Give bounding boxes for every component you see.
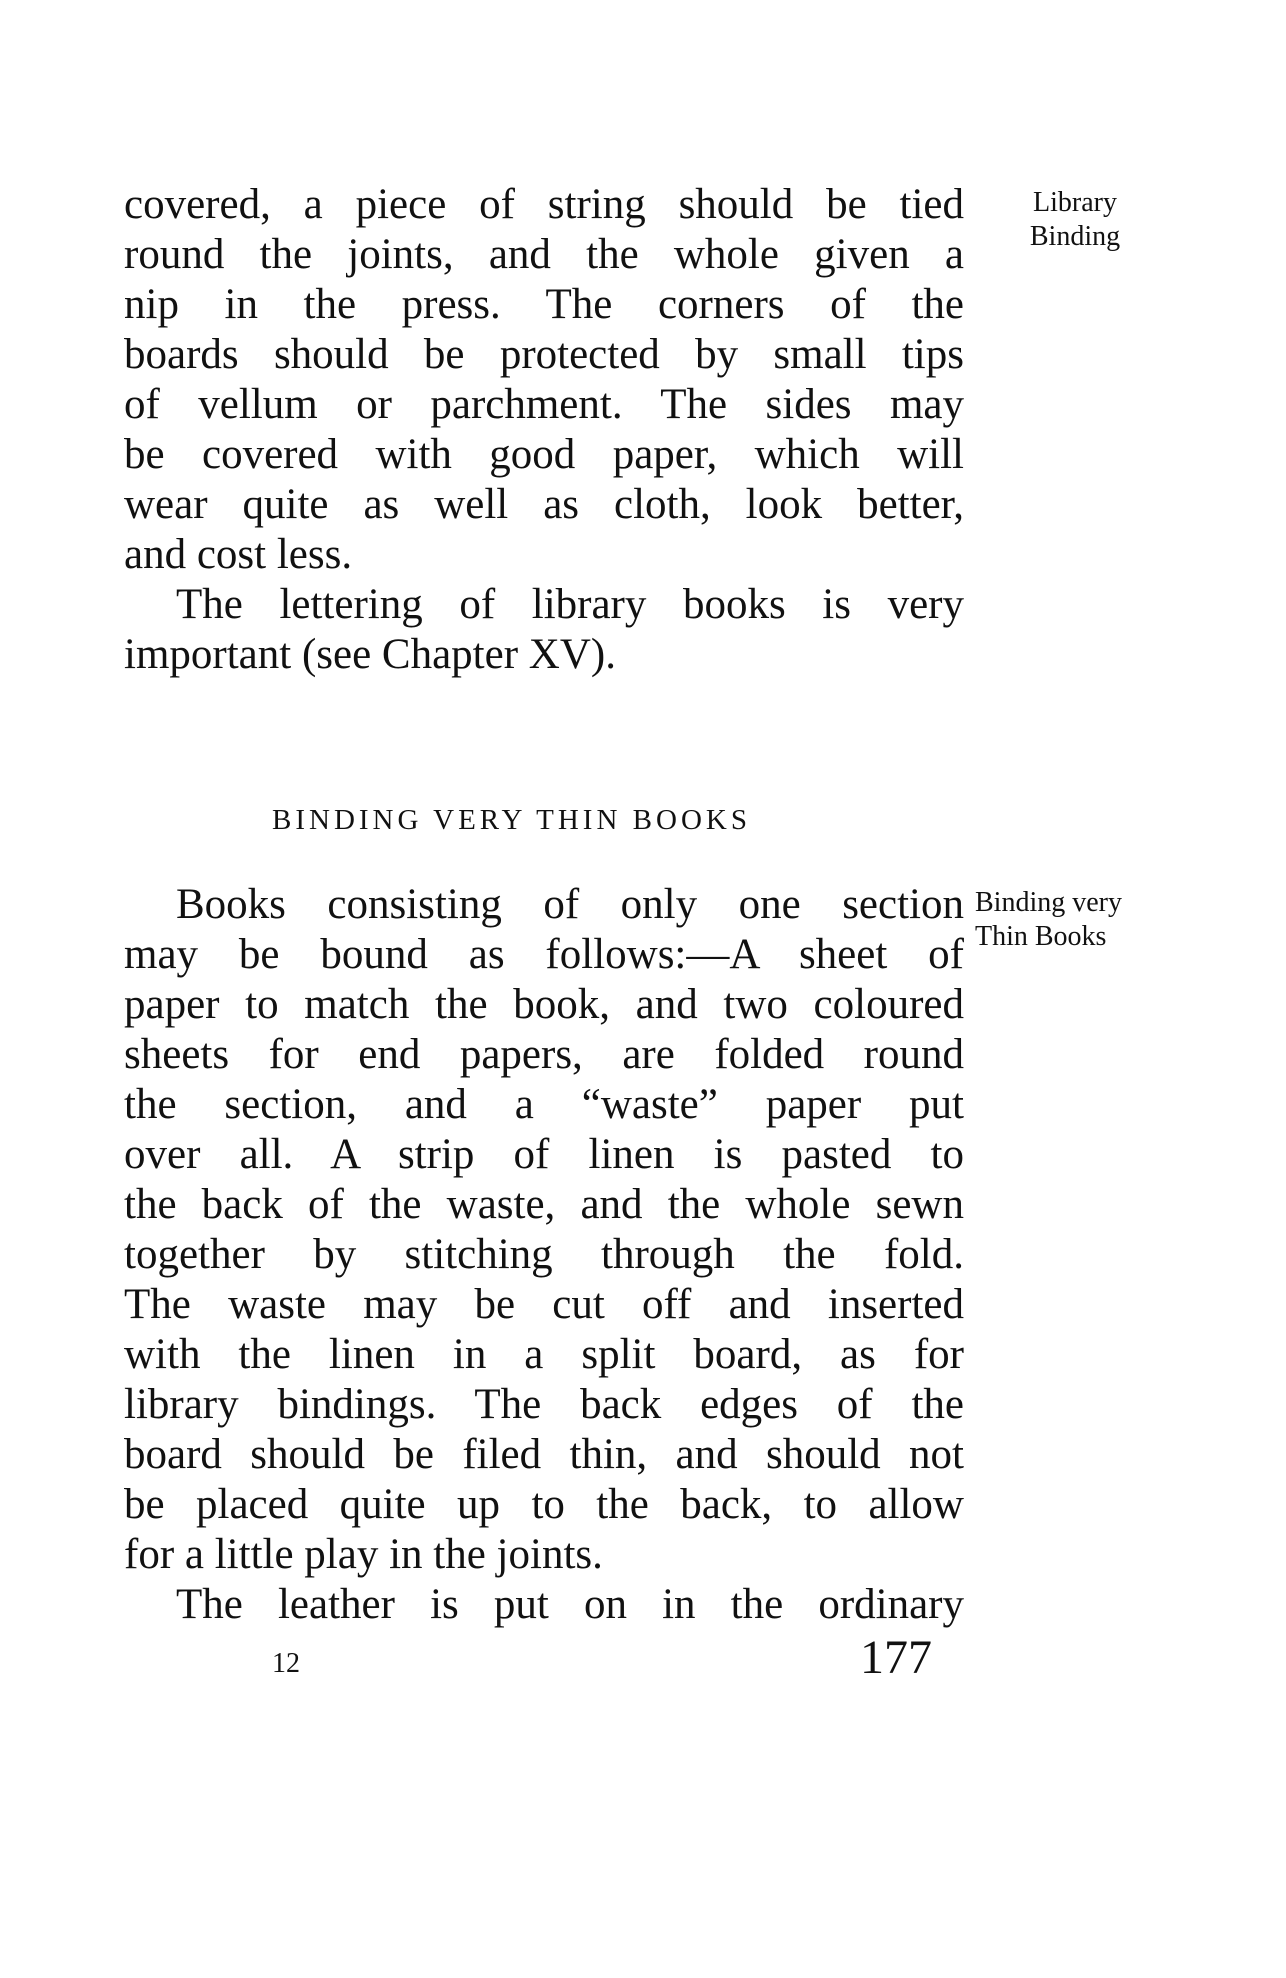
margin-note-library-binding — [1000, 186, 1150, 254]
text-line: and cost less. — [124, 531, 353, 578]
text-line: The lettering of library books is very — [176, 581, 964, 628]
text-line: be placed quite up to the back, to allow — [124, 1481, 964, 1528]
text-line: Books consisting of only one section — [176, 881, 964, 928]
margin-note-line: Library — [1033, 187, 1117, 218]
text-line: paper to match the book, and two coloured — [124, 981, 964, 1028]
paragraph — [124, 580, 964, 680]
text-line: The waste may be cut off and inserted — [124, 1281, 964, 1328]
text-line: board should be filed thin, and should not — [124, 1431, 964, 1478]
margin-note-line: Binding — [1029, 221, 1121, 252]
text-line: with the linen in a split board, as for — [124, 1331, 964, 1378]
text-block-library-binding — [124, 180, 964, 680]
margin-note-line: Thin Books — [975, 921, 1107, 952]
text-line: together by stitching through the fold. — [124, 1231, 964, 1278]
text-line: important (see Chapter XV). — [124, 631, 616, 678]
text-line: be covered with good paper, which will — [124, 431, 964, 478]
text-line: round the joints, and the whole given a — [124, 231, 964, 278]
text-line: The leather is put on in the ordinary — [176, 1581, 964, 1628]
signature-mark: 12 — [272, 1648, 300, 1679]
text-line: nip in the press. The corners of the — [124, 281, 964, 328]
text-line: boards should be protected by small tips — [124, 331, 964, 378]
margin-note-thin-books — [975, 886, 1185, 954]
margin-note-line: Binding very — [975, 887, 1122, 918]
text-line: wear quite as well as cloth, look better, — [124, 481, 964, 528]
text-line: sheets for end papers, are folded round — [124, 1031, 964, 1078]
text-line: may be bound as follows:—A sheet of — [124, 931, 964, 978]
paragraph — [124, 1580, 964, 1630]
section-heading: BINDING VERY THIN BOOKS — [272, 804, 751, 836]
page-number: 177 — [860, 1631, 932, 1684]
paragraph — [124, 880, 964, 1580]
text-line: library bindings. The back edges of the — [124, 1381, 964, 1428]
text-line: over all. A strip of linen is pasted to — [124, 1131, 964, 1178]
text-line: the section, and a “waste” paper put — [124, 1081, 964, 1128]
text-line: the back of the waste, and the whole sewn — [124, 1181, 964, 1228]
paragraph — [124, 180, 964, 580]
text-line: of vellum or parchment. The sides may — [124, 381, 964, 428]
text-line: covered, a piece of string should be tied — [124, 181, 964, 228]
text-line: for a little play in the joints. — [124, 1531, 603, 1578]
text-block-thin-books — [124, 880, 964, 1630]
